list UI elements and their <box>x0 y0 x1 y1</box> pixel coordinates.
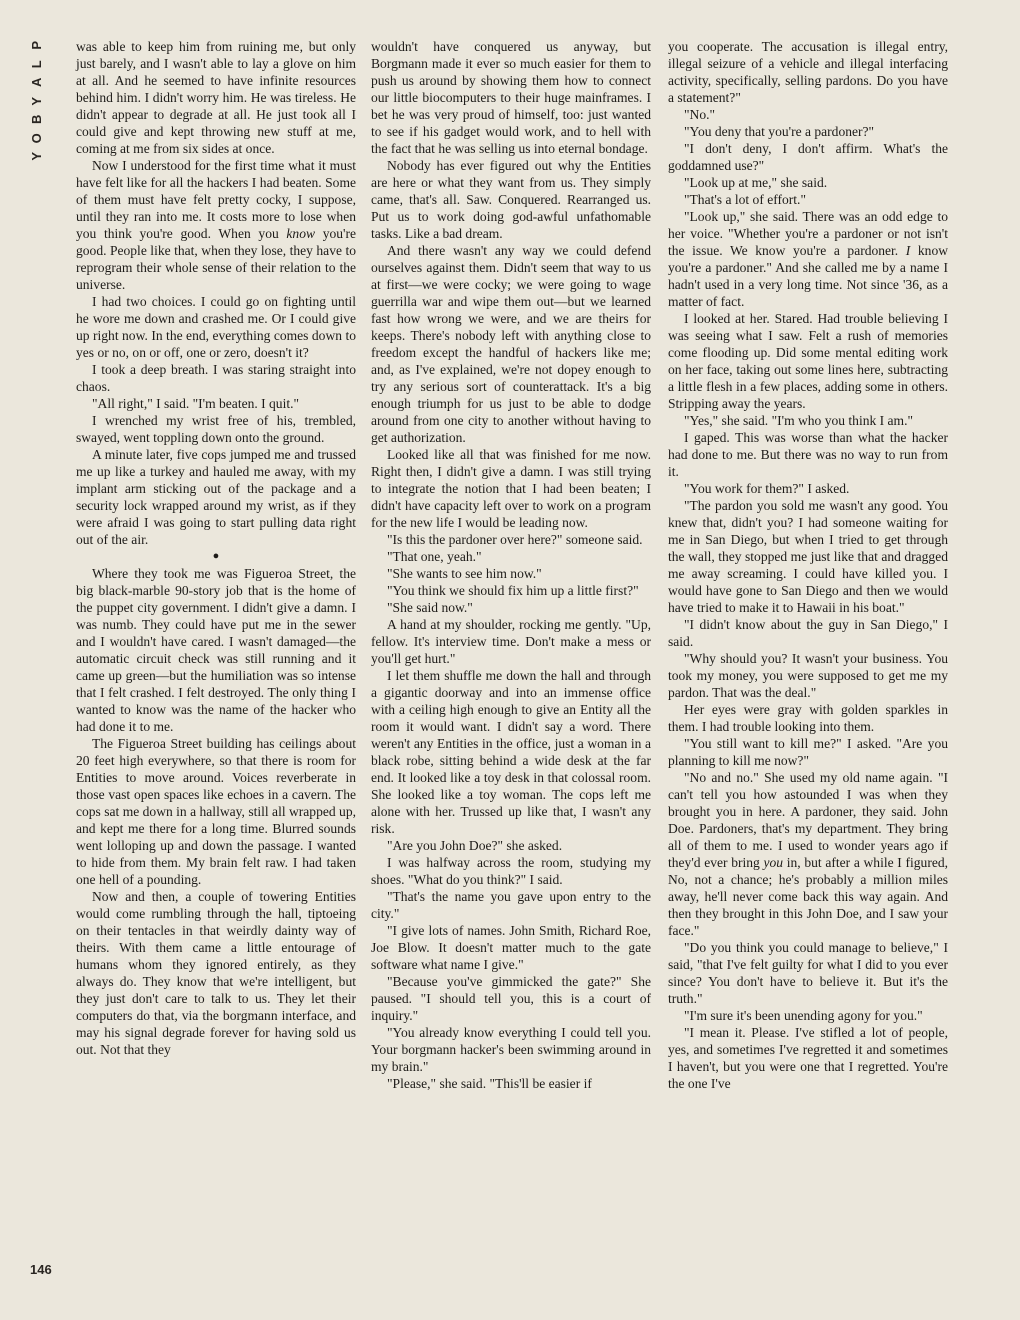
paragraph: A hand at my shoulder, rocking me gently. "Up, fellow. It's interview time. Don't make a mess or you'll get hurt." <box>371 617 651 666</box>
paragraph: "Please," she said. "This'll be easier if <box>387 1076 592 1091</box>
paragraph: I let them shuffle me down the hall and through a gigantic doorway and into an immense office with a ceiling high enough to give an Entity all the room it would want. I didn't say a word. There weren't any Entities in the office, just a woman in a black robe, sitting behind a wide desk at the far end. It looked like a toy desk in that colossal room. She looked like a toy woman. The cops left me alone with her. Trussed up like that, I wasn't any risk. <box>371 668 651 836</box>
masthead-letter: B <box>28 114 44 124</box>
paragraph: "She wants to see him now." <box>387 566 542 581</box>
paragraph: "All right," I said. "I'm beaten. I quit." <box>92 396 300 411</box>
paragraph: I gaped. This was worse than what the hacker had done to me. But there was no way to run from it. <box>668 430 948 479</box>
paragraph: I took a deep breath. I was staring straight into chaos. <box>76 362 356 394</box>
emphasis: you <box>763 855 784 870</box>
paragraph: "Because you've gimmicked the gate?" She paused. "I should tell you, this is a court of inquiry." <box>371 974 651 1023</box>
text-column-2 <box>371 38 651 1092</box>
paragraph: was able to keep him from ruining me, but only just barely, and I wasn't able to lay a glove on him at all. And he seemed to have infinite resources behind him. I didn't worry him. He was tireless. He didn't appear to degrade at all. He just took all I could give and kept throwing new stuff at me, coming at me from six sides at once. <box>76 39 356 156</box>
paragraph: "Do you think you could manage to believe," I said, "that I've felt guilty for what I did to you ever since? You don't have to believe it. But it's the truth." <box>668 940 948 1006</box>
paragraph: "I'm sure it's been unending agony for you." <box>684 1008 923 1023</box>
text-run: in, but after a while I figured, No, not a chance; he's probably a million miles away, he'll never come back this way again. And then they brought in this John Doe, and I saw your face." <box>668 855 948 938</box>
paragraph <box>668 208 948 310</box>
masthead-letter: Y <box>28 96 44 106</box>
paragraph: "That's the name you gave upon entry to the city." <box>371 889 651 921</box>
paragraph: "The pardon you sold me wasn't any good. You knew that, didn't you? I had someone waiting for me in San Diego, but when I tried to get through the wall, they stopped me just like that and dragged me away screaming. I could have killed you. I would have gone to San Diego and then we would have tried to make it to Hawaii in his boat." <box>668 498 948 615</box>
paragraph: "You already know everything I could tell you. Your borgmann hacker's been swimming around in my brain." <box>371 1025 651 1074</box>
paragraph: "You deny that you're a pardoner?" <box>684 124 875 139</box>
text-run: "No and no." She used my old name again. "I can't tell you how astounded I was when they brought you in here. A pardoner, they said. John Doe. Pardoners, that's my department. They bring all of them to me. I used to wonder years ago if they'd ever bring <box>668 770 948 870</box>
text-column-1 <box>76 38 356 1058</box>
paragraph: "That's a lot of effort." <box>684 192 806 207</box>
paragraph: I looked at her. Stared. Had trouble believing I was seeing what I saw. Felt a rush of memories come flooding up. Did some mental editing work on her face, taking out some lines here, subtracting a little flesh in a few places, adding some in others. Stripping away the years. <box>668 311 948 411</box>
paragraph: I wrenched my wrist free of his, trembled, swayed, went toppling down onto the ground. <box>76 413 356 445</box>
paragraph: wouldn't have conquered us anyway, but Borgmann made it ever so much easier for them to push us around by showing them how to connect our little biocomputers to their huge mainframes. I bet he was very proud of himself, too: just wanted to see if his gadget would work, and to hell with the fact that he was selling us into eternal bondage. <box>371 39 651 156</box>
paragraph: Looked like all that was finished for me now. Right then, I didn't give a damn. I was still trying to integrate the notion that I had been beaten; I didn't have capacity left over to work on a program for the new life I would be leading now. <box>371 447 651 530</box>
text-run: know you're a pardoner." And she called me by a name I hadn't used in a very long time. Not since '36, as a matter of fact. <box>668 243 949 309</box>
paragraph: I was halfway across the room, studying my shoes. "What do you think?" I said. <box>371 855 651 887</box>
text-run: "Look up," she said. There was an odd edge to her voice. "Whether you're a pardoner or not isn't the issue. We know you're a pardoner. <box>668 209 948 258</box>
text-run: you're good. People like that, when they lose, they have to reprogram their whole sense of their relation to the universe. <box>76 226 356 292</box>
masthead-letter: L <box>28 59 44 68</box>
text-run: Now I understood for the first time what it must have felt like for all the hackers I had beaten. Some of them must have felt pretty cocky, I suppose, until they ran into me. It costs more to lose when you think you're good. When you <box>76 158 356 241</box>
masthead <box>22 36 52 196</box>
paragraph <box>76 157 356 293</box>
paragraph: "That one, yeah." <box>387 549 482 564</box>
paragraph: "You still want to kill me?" I asked. "Are you planning to kill me now?" <box>668 736 948 768</box>
paragraph: "She said now." <box>387 600 473 615</box>
paragraph: I had two choices. I could go on fighting until he wore me down and crashed me. Or I could give up right now. In the end, everything comes down to yes or no, on or off, one or zero, doesn't it? <box>76 294 356 360</box>
paragraph: you cooperate. The accusation is illegal entry, illegal seizure of a vehicle and illegal interfacing activity, specifically, selling pardons. Do you have a statement?" <box>668 39 948 105</box>
emphasis: I <box>905 243 911 258</box>
paragraph: "Yes," she said. "I'm who you think I am." <box>684 413 914 428</box>
paragraph: "I give lots of names. John Smith, Richard Roe, Joe Blow. It doesn't matter much to the gate software what name I give." <box>371 923 651 972</box>
page-number: 146 <box>30 1262 52 1277</box>
paragraph: "You work for them?" I asked. <box>684 481 850 496</box>
paragraph: And there wasn't any way we could defend ourselves against them. Didn't seem that way to us at first—we were cocky; we were going to wage guerrilla war and wipe them out—but we learned fast how wrong we were, and we are theirs for keeps. There's nobody left with anything close to freedom except the handful of hackers like me; and, as I've explained, we're not dopey enough to try any serious sort of counterattack. It's a big enough triumph for us just to be able to dodge around from one city to another without having to get authorization. <box>371 243 651 445</box>
paragraph: "You think we should fix him up a little first?" <box>387 583 639 598</box>
paragraph: "Are you John Doe?" she asked. <box>387 838 563 853</box>
paragraph: "Look up at me," she said. <box>684 175 828 190</box>
paragraph: The Figueroa Street building has ceilings about 20 feet high everywhere, so that there is room for Entities to move around. Voices reverberate in those vast open spaces like echoes in a cavern. The cops sat me down in a hallway, still all wrapped up, and kept me there for a long time. Blurred sounds went lolloping up and down the passage. I wanted to hide from them. My brain felt raw. I had taken one hell of a pounding. <box>76 736 356 887</box>
paragraph <box>668 769 948 939</box>
paragraph: "I mean it. Please. I've stifled a lot of people, yes, and sometimes I've regretted it and sometimes I haven't, but you were one that I regretted. You're the one I've <box>668 1025 948 1091</box>
paragraph: "Is this the pardoner over here?" someone said. <box>387 532 643 547</box>
paragraph: Where they took me was Figueroa Street, the big black-marble 90-story job that is the home of the puppet city government. I didn't give a damn. I was numb. They could have put me in the sewer and I wouldn't have cared. I wasn't damaged—the automatic circuit check was still running and it came up green—but the humiliation was so intense that I felt crashed. I felt destroyed. The only thing I wanted to know was the name of the hacker who had done it to me. <box>76 566 356 734</box>
masthead-letter: O <box>28 132 44 143</box>
masthead-letter: A <box>28 77 44 87</box>
masthead-letter: Y <box>28 151 44 161</box>
paragraph: A minute later, five cops jumped me and trussed me up like a turkey and hauled me away, with my implant arm sticking out of the package and a security lock wrapped around my wrist, as if they were afraid I was going to start pulling data right out of the air. <box>76 447 356 547</box>
text-column-3 <box>668 38 948 1092</box>
masthead-letter: P <box>28 40 44 50</box>
paragraph: Her eyes were gray with golden sparkles in them. I had trouble looking into them. <box>668 702 948 734</box>
paragraph: "No." <box>684 107 716 122</box>
paragraph: Now and then, a couple of towering Entities would come rumbling through the hall, tiptoeing on their tentacles in that weirdly dainty way of theirs. With them came a little entourage of humans whom they ignored entirely, as they always do. They know that we're intelligent, but they just don't care to talk to us. They let their computers do that, via the borgmann interface, and may his signal degrade forever for having sold us out. Not that they <box>76 889 356 1057</box>
paragraph: "I don't deny, I don't affirm. What's the goddamned use?" <box>668 141 948 173</box>
emphasis: know <box>286 226 316 241</box>
paragraph: "Why should you? It wasn't your business. You took my money, you were supposed to get me my pardon. That was the deal." <box>668 651 948 700</box>
section-break-bullet: ● <box>212 550 220 562</box>
paragraph: "I didn't know about the guy in San Diego," I said. <box>668 617 948 649</box>
paragraph: Nobody has ever figured out why the Entities are here or what they want from us. They simply came, that's all. Saw. Conquered. Rearranged us. Put us to work doing god-awful unfathomable tasks. Like a bad dream. <box>371 158 651 241</box>
